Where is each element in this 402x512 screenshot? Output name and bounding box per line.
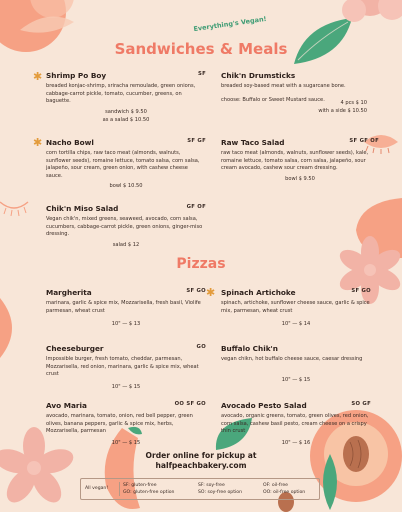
item-name: Chik'n Miso Salad (46, 204, 119, 213)
legend-divider (119, 482, 120, 496)
website-link[interactable]: halfpeachbakery.com (155, 461, 247, 470)
item-price: with a side $ 10.50 (318, 108, 367, 115)
menu-item-avocado-pesto-salad (221, 401, 371, 447)
legend-soy (198, 483, 242, 496)
menu-item-chikn-miso-salad (46, 204, 206, 249)
item-price: 10" — $ 15 (111, 439, 141, 446)
item-name: Avocado Pesto Salad (221, 401, 307, 410)
item-price: 10" — $ 14 (281, 321, 311, 328)
legend-oil (263, 483, 305, 496)
item-price: 10" — $ 15 (281, 376, 311, 383)
item-description: raw taco meat (almonds, walnuts, sunflower seeds), kale, romaine lettuce, tomato salsa, corn salsa, jalapeño, sour cream avocado, cashew sour cream dressing. (221, 150, 369, 172)
item-name: Raw Taco Salad (221, 138, 285, 147)
item-description: breaded soy-based meat with a sugarcane bone. (221, 83, 346, 89)
star-icon: ✱ (206, 286, 216, 299)
item-price: sandwich $ 9.50 (105, 108, 147, 115)
dietary-legend (80, 478, 320, 500)
item-description: marinara, garlic & spice mix, Mozzarisella, fresh basil, Violife parmesan, wheat crust (46, 300, 201, 314)
item-description: vegan chikn, hot buffalo cheese sauce, caesar dressing (221, 356, 363, 362)
item-price: 10" — $ 16 (281, 439, 311, 446)
section-title-pizzas: Pizzas (176, 256, 226, 272)
item-price: as a salad $ 10.50 (102, 116, 150, 123)
item-tags: SF GO (351, 288, 371, 294)
item-price: 10" — $ 13 (111, 321, 141, 328)
menu-item-spinach-artichoke (221, 288, 371, 328)
order-line: Order online for pickup at (145, 451, 257, 460)
peach-illustration-left-middle (0, 298, 24, 358)
item-description: Impossible burger, fresh tomato, cheddar, parmesan, Mozzarisella, red onion, marinara, garlic & spice mix, wheat crust (46, 356, 199, 378)
item-description: corn tortilla chips, raw taco meat (almonds, walnuts, sunflower seeds), romaine lettuce, tomato salsa, corn salsa, jalapeño, sour cream, green onion, with cashew cheese sauce. (46, 150, 200, 179)
legend-line: SF: soy-free (198, 483, 225, 488)
item-price: 4 pcs $ 10 (340, 100, 367, 107)
legend-line: OO: oil-free option (263, 489, 306, 495)
order-online-text (120, 451, 282, 471)
item-price: 10" — $ 15 (111, 383, 141, 390)
item-tags: GO (196, 344, 206, 350)
item-name: Spinach Artichoke (221, 288, 296, 297)
item-description: spinach, artichoke, sunflower cheese sauce, garlic & spice mix, parmesan, wheat crust (221, 300, 370, 314)
item-name: Shrimp Po Boy (46, 71, 107, 80)
menu-item-avo-maria (46, 401, 206, 447)
leaf-illustration-bottom-right (318, 452, 342, 512)
legend-line: OF: oil-free (263, 483, 288, 488)
item-description: Vegan chik'n, mixed greens, seaweed, avocado, corn salsa, cucumbers, cabbage-carrot pickle, green onions, ginger-miso dressing. (46, 216, 203, 238)
item-tags: SF GF (187, 138, 206, 144)
legend-gluten (123, 483, 174, 496)
item-description: avocado, organic greens, tomato, green olives, red onion, corn salsa, cashew basil pesto, cream cheese on a crispy thin crust (221, 413, 369, 435)
item-description: breaded konjac-shrimp, sriracha remoulade, green onions, cabbage-carrot pickle, tomato, cucumber, greens, on baguette. (46, 83, 196, 105)
item-tags: GF OF (186, 204, 206, 210)
item-description-option: choose: Buffalo or Sweet Mustard sauce. (221, 96, 325, 103)
item-tags: SF (197, 71, 206, 77)
legend-all-vegan: All vegan! (85, 486, 109, 491)
menu-item-margherita (46, 288, 206, 328)
tagline: Everything's Vegan! (192, 14, 267, 34)
item-description: avocado, marinara, tomato, onion, red bell pepper, green olives, banana peppers, garlic & spice mix, herbs, Mozzarisella, parmesan (46, 413, 193, 435)
item-tags: SF GF OF (349, 138, 379, 144)
section-title-sandwiches: Sandwiches & Meals (114, 40, 288, 58)
item-name: Margherita (46, 288, 92, 297)
item-tags: OO SF GO (174, 401, 206, 407)
item-name: Avo Maria (46, 401, 87, 410)
menu-item-raw-taco-salad (221, 138, 379, 183)
item-name: Cheeseburger (46, 344, 104, 353)
menu-item-chikn-drumsticks (221, 71, 379, 115)
item-price: bowl $ 10.50 (109, 183, 143, 190)
item-name: Buffalo Chik'n (221, 344, 278, 353)
menu-item-shrimp-po-boy (46, 71, 206, 124)
item-tags: SF GO (186, 288, 206, 294)
legend-line: GO: gluten-free option (123, 489, 175, 495)
item-price: bowl $ 9.50 (285, 175, 315, 182)
eyelash-icon-left (0, 196, 30, 216)
menu-item-cheeseburger (46, 344, 206, 391)
item-name: Nacho Bowl (46, 138, 94, 147)
item-name: Chik'n Drumsticks (221, 71, 296, 80)
star-icon: ✱ (33, 136, 43, 149)
item-price: salad $ 12 (112, 241, 140, 248)
menu-item-nacho-bowl (46, 138, 206, 190)
legend-line: SF: gluten-free (123, 483, 157, 488)
legend-line: SO: soy-free option (198, 489, 243, 495)
menu-item-buffalo-chikn (221, 344, 371, 384)
star-icon: ✱ (33, 70, 43, 83)
flower-illustration-top-right (340, 0, 402, 40)
item-tags: SO GF (351, 401, 371, 407)
